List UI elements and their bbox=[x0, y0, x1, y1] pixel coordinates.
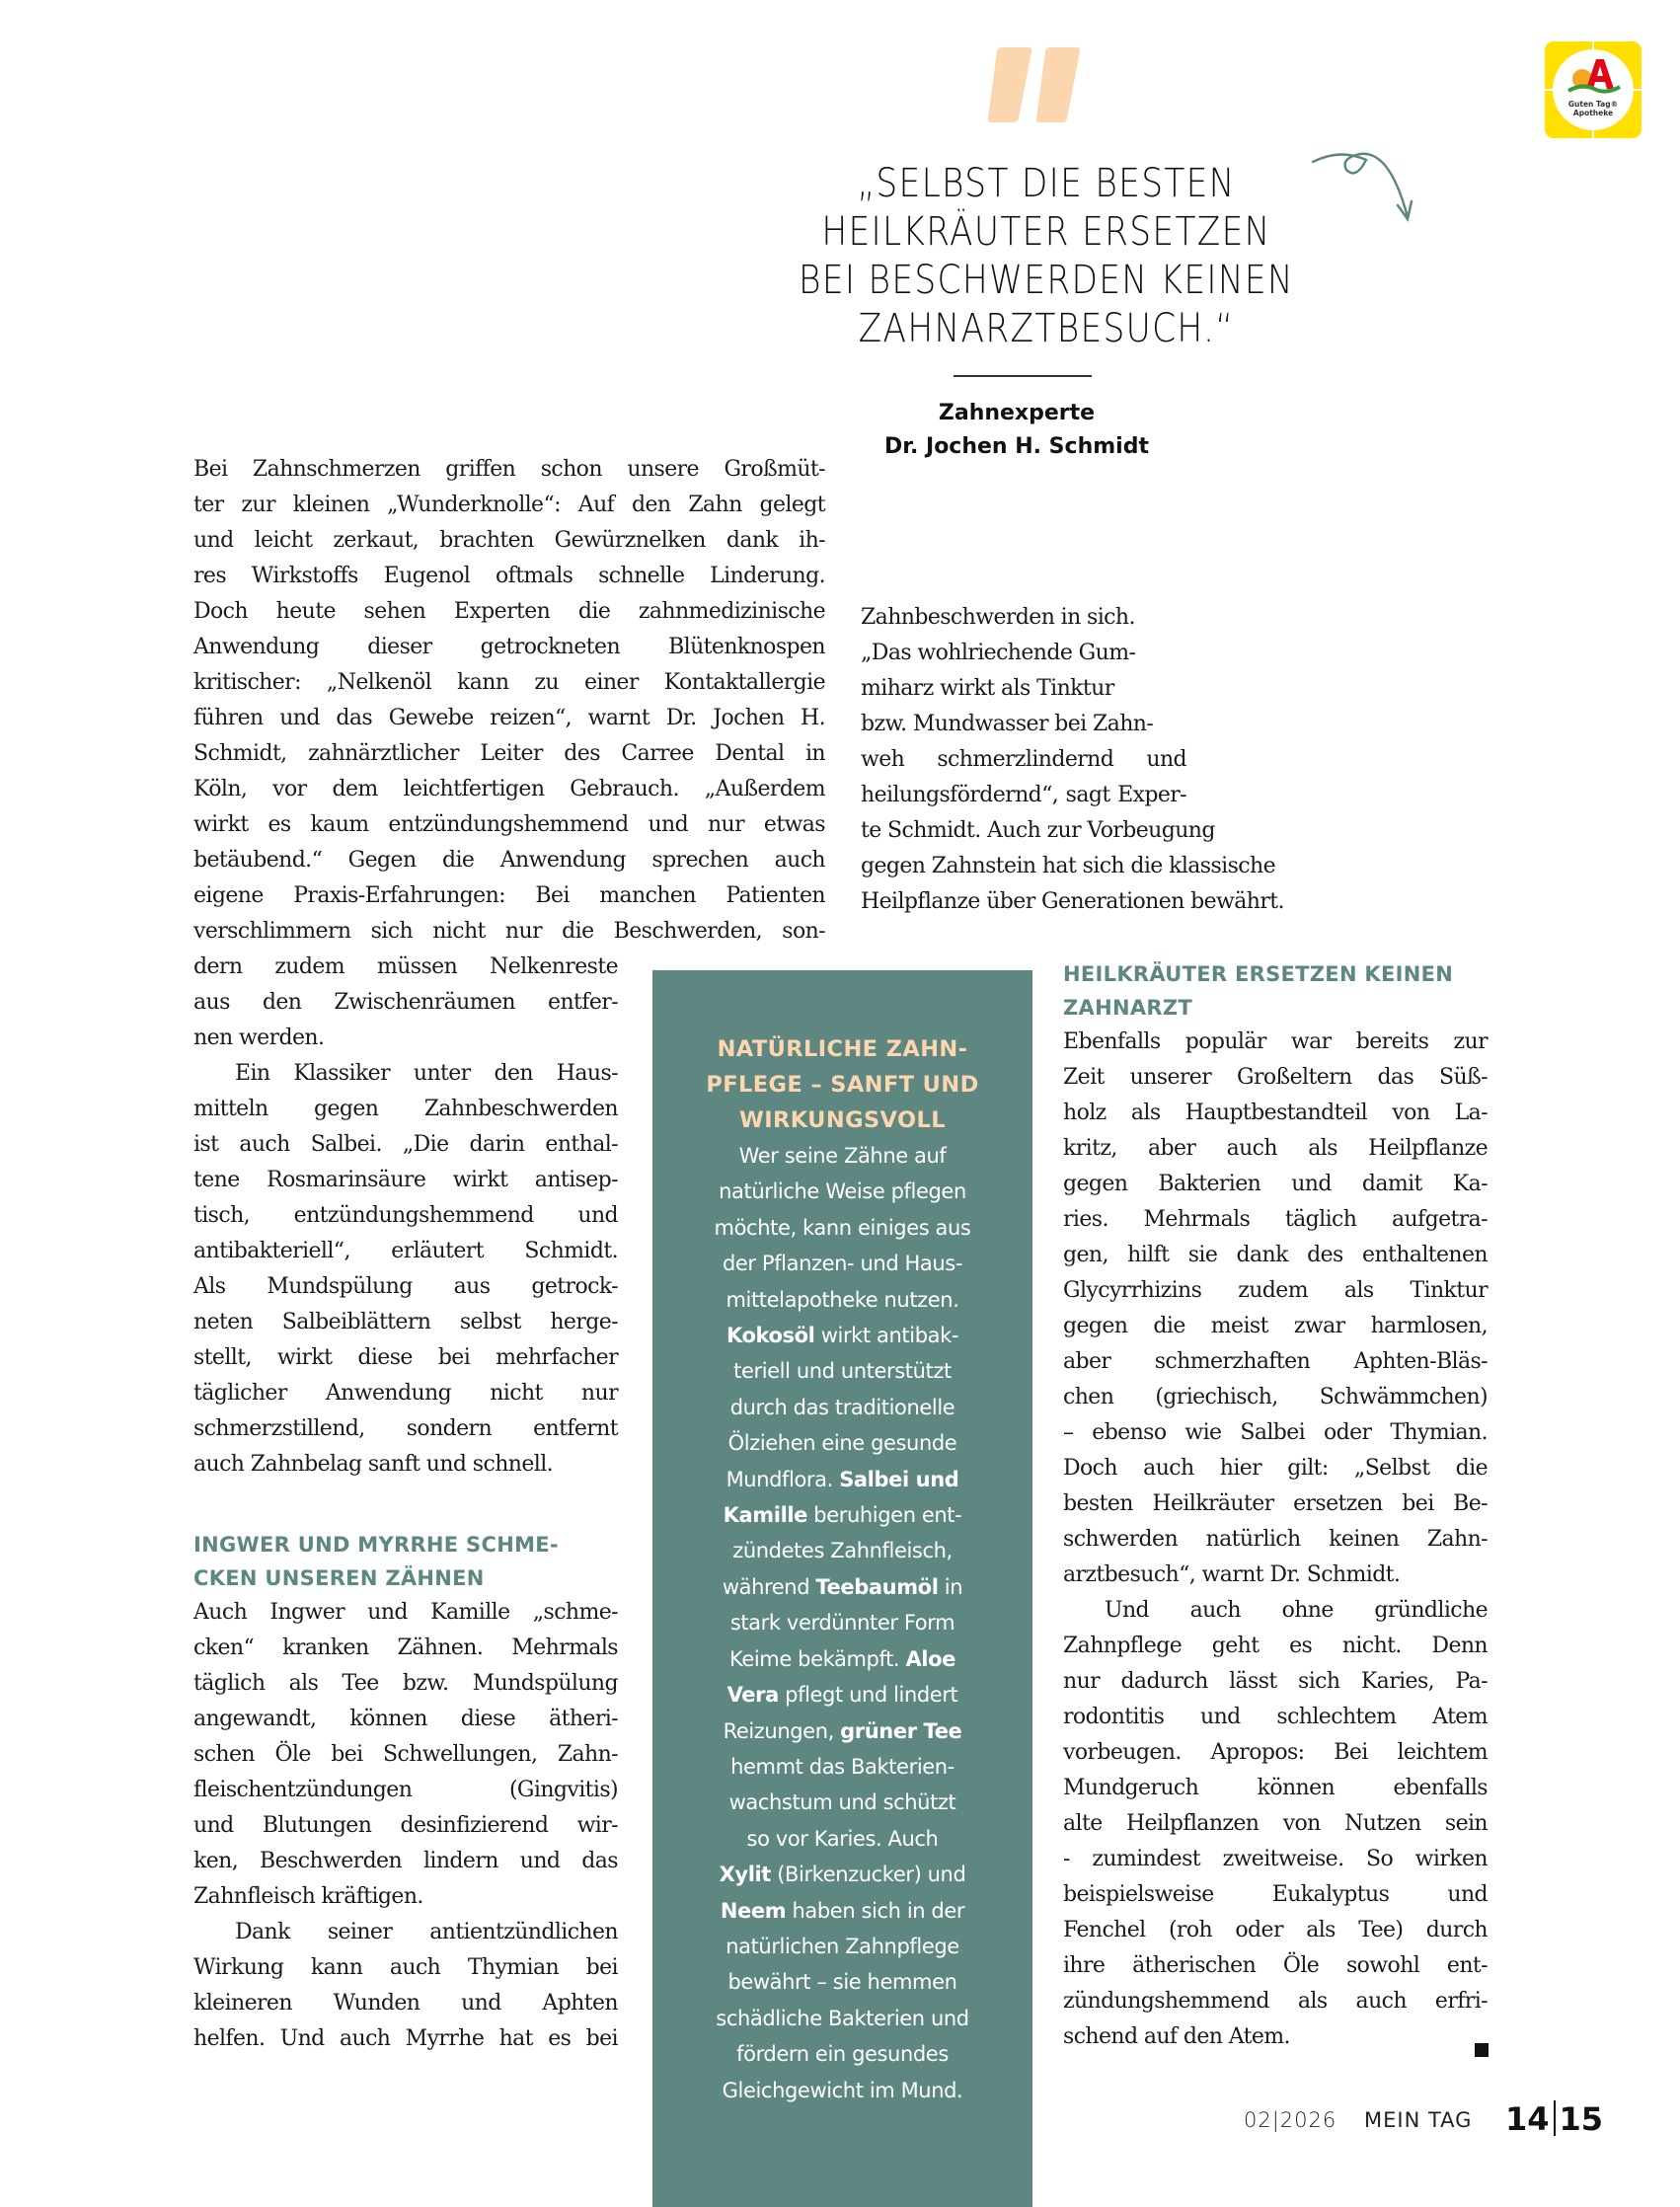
article-line: Auch Ingwer und Kamille „schme- bbox=[193, 1600, 618, 1625]
quote-mark-icon bbox=[987, 45, 1115, 124]
article-line: und Blutungen desinfizierend wir- bbox=[193, 1813, 618, 1838]
info-box-title-line: PFLEGE – SANFT UND bbox=[706, 1072, 979, 1098]
pull-quote-attribution bbox=[869, 397, 1165, 464]
article-line: schend auf den Atem. bbox=[1063, 2024, 1290, 2049]
article-line: Glycyrrhizins zudem als Tinktur bbox=[1063, 1278, 1488, 1303]
article-line: cken“ kranken Zähnen. Mehrmals bbox=[193, 1636, 618, 1660]
article-line: Doch auch hier gilt: „Selbst die bbox=[1063, 1456, 1488, 1481]
info-box-line bbox=[652, 1749, 1032, 1785]
section-heilkraeuter bbox=[1063, 957, 1488, 2055]
article-line: aber schmerzhaften Aphten-Bläs- bbox=[1063, 1349, 1488, 1374]
article-line: Fenchel (roh oder als Tee) durch bbox=[1063, 1918, 1488, 1942]
info-box-text-segment: Wer seine Zähne auf bbox=[738, 1144, 947, 1168]
article-line: bzw. Mundwasser bei Zahn- bbox=[861, 712, 1154, 736]
info-box-text-segment: natürliche Weise pflegen bbox=[719, 1180, 966, 1204]
article-intro bbox=[193, 452, 825, 950]
article-line: ist auch Salbei. „Die darin enthal- bbox=[193, 1132, 618, 1157]
article-line: Zahnbeschwerden in sich. bbox=[861, 605, 1135, 630]
logo-brand-text bbox=[1553, 101, 1634, 117]
article-line: zündungshemmend als auch erfri- bbox=[1063, 1989, 1488, 2014]
section-heading bbox=[193, 1528, 618, 1595]
article-line: nur dadurch lässt sich Karies, Pa- bbox=[1063, 1669, 1488, 1694]
article-line: – ebenso wie Salbei oder Thymian. bbox=[1063, 1420, 1488, 1445]
info-box-natural-dental-care bbox=[652, 970, 1032, 2207]
section-ingwer-myrrhe bbox=[193, 1528, 618, 2057]
article-line: auch Zahnbelag sanft und schnell. bbox=[193, 1452, 554, 1477]
info-box-text-segment: schädliche Bakterien und bbox=[716, 2006, 969, 2030]
info-box-text-segment: Keime bekämpft. bbox=[729, 1646, 906, 1671]
article-line: Und auch ohne gründliche bbox=[1105, 1598, 1488, 1623]
article-line: vorbeugen. Apropos: Bei leichtem bbox=[1063, 1740, 1488, 1765]
info-box-text-segment: bewährt – sie hemmen bbox=[727, 1970, 957, 1995]
info-box-text-segment: während bbox=[722, 1574, 816, 1599]
issue-number: 02|2026 bbox=[1244, 2108, 1337, 2132]
article-line: tene Rosmarinsäure wirkt antisep- bbox=[193, 1168, 618, 1192]
pull-quote-line: „SELBST DIE BESTEN bbox=[857, 161, 1236, 206]
article-line: chen (griechisch, Schwämmchen) bbox=[1063, 1385, 1488, 1409]
highlighted-remedy: Salbei und bbox=[839, 1467, 959, 1491]
article-line: te Schmidt. Auch zur Vorbeugung bbox=[861, 818, 1215, 843]
info-box-line bbox=[652, 1425, 1032, 1461]
article-line: Bei Zahnschmerzen griffen schon unsere Großmüt- bbox=[193, 457, 825, 482]
guten-tag-apotheke-logo bbox=[1545, 41, 1642, 138]
info-box-line bbox=[652, 1138, 1032, 1174]
article-line: alte Heilpflanzen von Nutzen sein bbox=[1063, 1811, 1488, 1836]
info-box-text-segment: Gleichgewicht im Mund. bbox=[722, 2078, 963, 2102]
info-box-text-segment: Mundflora. bbox=[725, 1467, 840, 1491]
article-line: Ebenfalls populär war bereits zur bbox=[1063, 1029, 1488, 1054]
highlighted-remedy: Kokosöl bbox=[725, 1324, 815, 1348]
article-line: helfen. Und auch Myrrhe hat es bei bbox=[193, 2026, 618, 2051]
article-line: wirkt es kaum entzündungshemmend und nur etwas bbox=[193, 812, 825, 837]
info-box-text-segment: möchte, kann einiges aus bbox=[714, 1215, 971, 1240]
info-box-line bbox=[652, 1246, 1032, 1281]
info-box-line bbox=[652, 2001, 1032, 2036]
article-line: Doch heute sehen Experten die zahnmedizinische bbox=[193, 599, 825, 624]
info-box-line bbox=[652, 1282, 1032, 1318]
article-line: gegen Zahnstein hat sich die klassische bbox=[861, 854, 1276, 878]
pull-quote-line: ZAHNARZTBESUCH.“ bbox=[858, 306, 1235, 351]
info-box-text bbox=[652, 1138, 1032, 2108]
info-box-text-segment: pflegt und lindert bbox=[778, 1683, 958, 1708]
info-box-text-segment: zündetes Zahnfleisch, bbox=[732, 1539, 953, 1563]
info-box-line bbox=[652, 1641, 1032, 1677]
info-box-line bbox=[652, 1497, 1032, 1533]
info-box-line bbox=[652, 1893, 1032, 1929]
article-line: heilungsfördernd“, sagt Exper- bbox=[861, 783, 1186, 807]
page-right: 15 bbox=[1559, 2100, 1604, 2138]
info-box-line bbox=[652, 1857, 1032, 1892]
article-line: weh schmerzlindernd und bbox=[861, 747, 1186, 772]
info-box-text-segment: fördern ein gesundes bbox=[736, 2042, 949, 2067]
info-box-line bbox=[652, 1821, 1032, 1857]
article-line: miharz wirkt als Tinktur bbox=[861, 676, 1114, 701]
article-line: und leicht zerkaut, brachten Gewürznelken dank ih- bbox=[193, 528, 825, 553]
info-box-text-segment: teriell und unterstützt bbox=[733, 1359, 952, 1384]
article-line: res Wirkstoffs Eugenol oftmals schnelle Linderung. bbox=[193, 564, 825, 588]
pull-quote-line: BEI BESCHWERDEN KEINEN bbox=[799, 258, 1294, 303]
magazine-name: MEIN TAG bbox=[1364, 2108, 1473, 2132]
info-box-line bbox=[652, 1929, 1032, 1964]
logo-brand-line: Guten Tag® bbox=[1567, 100, 1619, 109]
article-line: verschlimmern sich nicht nur die Beschwerden, son- bbox=[193, 919, 825, 944]
info-box-line bbox=[652, 2073, 1032, 2108]
article-line: Mundgeruch können ebenfalls bbox=[1063, 1776, 1488, 1800]
article-line: eigene Praxis-Erfahrungen: Bei manchen Patienten bbox=[193, 883, 825, 908]
pull-quote-divider bbox=[954, 375, 1092, 377]
highlighted-remedy: Aloe bbox=[905, 1646, 955, 1671]
info-box-title bbox=[652, 1031, 1032, 1138]
highlighted-remedy: grüner Tee bbox=[840, 1718, 962, 1743]
highlighted-remedy: Vera bbox=[726, 1683, 779, 1708]
article-line: ihre ätherischen Öle sowohl ent- bbox=[1063, 1953, 1488, 1978]
attribution-name: Dr. Jochen H. Schmidt bbox=[884, 434, 1149, 459]
info-box-text-segment: in bbox=[938, 1574, 963, 1599]
info-box-text-segment: durch das traditionelle bbox=[729, 1395, 955, 1419]
article-column-middle bbox=[861, 600, 1352, 920]
article-line: kritischer: „Nelkenöl kann zu einer Kontaktallergie bbox=[193, 670, 825, 695]
article-line: gegen die meist zwar harmlosen, bbox=[1063, 1314, 1488, 1338]
article-line: schmerzstillend, sondern entfernt bbox=[193, 1416, 618, 1441]
info-box-title-line: NATÜRLICHE ZAHN- bbox=[717, 1036, 968, 1062]
page-left: 14 bbox=[1505, 2100, 1550, 2138]
section-heading-line: INGWER UND MYRRHE SCHME- bbox=[193, 1533, 559, 1557]
section-heading-line: CKEN UNSEREN ZÄHNEN bbox=[193, 1566, 485, 1590]
info-box-line bbox=[652, 1318, 1032, 1353]
info-box-text-segment: beruhigen ent- bbox=[807, 1503, 962, 1528]
article-line: „Das wohlriechende Gum- bbox=[861, 641, 1136, 665]
article-line: aus den Zwischenräumen entfer- bbox=[193, 990, 618, 1015]
article-line: tisch, entzündungshemmend und bbox=[193, 1203, 618, 1228]
info-box-text-segment: Reizungen, bbox=[723, 1718, 841, 1743]
article-line: kritz, aber auch als Heilpflanze bbox=[1063, 1136, 1488, 1161]
article-line: Köln, vor dem leichtfertigen Gebrauch. „Außerdem bbox=[193, 777, 825, 801]
article-line: schwerden natürlich keinen Zahn- bbox=[1063, 1527, 1488, 1552]
article-line: besten Heilkräuter ersetzen bei Be- bbox=[1063, 1491, 1488, 1516]
article-column-left bbox=[193, 950, 618, 1483]
info-box-line bbox=[652, 1174, 1032, 1209]
info-box-line bbox=[652, 1677, 1032, 1712]
info-box-text-segment: haben sich in der bbox=[786, 1898, 965, 1923]
section-heading-line: HEILKRÄUTER ERSETZEN KEINEN bbox=[1063, 962, 1454, 986]
article-line: schen Öle bei Schwellungen, Zahn- bbox=[193, 1742, 618, 1767]
attribution-role: Zahnexperte bbox=[938, 401, 1096, 425]
article-line: - zumindest zweitweise. So wirken bbox=[1063, 1847, 1488, 1871]
article-line: kleineren Wunden und Aphten bbox=[193, 1991, 618, 2016]
info-box-text-segment: wachstum und schützt bbox=[728, 1790, 956, 1815]
info-box-line bbox=[652, 1533, 1032, 1568]
article-line: betäubend.“ Gegen die Anwendung sprechen auch bbox=[193, 848, 825, 873]
article-line: Ein Klassiker unter den Haus- bbox=[235, 1061, 618, 1086]
info-box-text-segment: hemmt das Bakterien- bbox=[730, 1754, 955, 1779]
article-line: beispielsweise Eukalyptus und bbox=[1063, 1882, 1488, 1907]
article-line: Zahnfleisch kräftigen. bbox=[193, 1884, 423, 1909]
highlighted-remedy: Neem bbox=[720, 1898, 787, 1923]
article-line: Heilpflanze über Generationen bewährt. bbox=[861, 889, 1284, 914]
logo-brand-line: Apotheke bbox=[1572, 108, 1614, 117]
section-heading bbox=[1063, 957, 1488, 1025]
article-line: holz als Hauptbestandteil von La- bbox=[1063, 1101, 1488, 1125]
article-line: fleischentzündungen (Gingvitis) bbox=[193, 1778, 618, 1802]
article-line: Anwendung dieser getrockneten Blütenknospen bbox=[193, 635, 825, 659]
highlighted-remedy: Teebaumöl bbox=[815, 1574, 939, 1599]
section-heading-line: ZAHNARZT bbox=[1063, 996, 1193, 1020]
info-box-line bbox=[652, 1569, 1032, 1605]
info-box-text-segment: stark verdünnter Form bbox=[729, 1611, 955, 1636]
pull-quote-line: HEILKRÄUTER ERSETZEN bbox=[821, 209, 1271, 255]
article-line: nen werden. bbox=[193, 1026, 325, 1050]
article-line: Als Mundspülung aus getrock- bbox=[193, 1274, 618, 1299]
article-line: ter zur kleinen „Wunderknolle“: Auf den Zahn gelegt bbox=[193, 493, 825, 517]
article-line: stellt, wirkt diese bei mehrfacher bbox=[193, 1345, 618, 1370]
article-line: gen, hilft sie dank des enthaltenen bbox=[1063, 1243, 1488, 1267]
article-line: arztbesuch“, warnt Dr. Schmidt. bbox=[1063, 1562, 1401, 1587]
info-box-text-segment: Ölziehen eine gesunde bbox=[727, 1431, 957, 1456]
highlighted-remedy: Xylit bbox=[719, 1863, 771, 1887]
info-box-text-segment: der Pflanzen- und Haus- bbox=[722, 1252, 963, 1276]
info-box-text-segment: natürlichen Zahnpflege bbox=[725, 1934, 959, 1958]
logo-sun-a-icon bbox=[1553, 49, 1634, 105]
highlighted-remedy: Kamille bbox=[723, 1503, 808, 1528]
page-numbers bbox=[1505, 2100, 1603, 2138]
curly-arrow-icon bbox=[1311, 148, 1419, 227]
article-line: rodontitis und schlechtem Atem bbox=[1063, 1705, 1488, 1729]
info-box-text-segment: (Birkenzucker) und bbox=[770, 1863, 966, 1887]
article-line: Zeit unserer Großeltern das Süß- bbox=[1063, 1065, 1488, 1090]
article-line: täglicher Anwendung nicht nur bbox=[193, 1381, 618, 1406]
article-line: gegen Bakterien und damit Ka- bbox=[1063, 1172, 1488, 1196]
article-line: täglich als Tee bzw. Mundspülung bbox=[193, 1671, 618, 1696]
article-line: antibakteriell“, erläutert Schmidt. bbox=[193, 1239, 618, 1263]
article-line: Dank seiner antientzündlichen bbox=[235, 1920, 618, 1944]
article-line: ken, Beschwerden lindern und das bbox=[193, 1849, 618, 1873]
info-box-title-line: WIRKUNGSVOLL bbox=[739, 1107, 946, 1133]
end-of-article-mark bbox=[1475, 2043, 1489, 2057]
info-box-line bbox=[652, 1390, 1032, 1425]
info-box-text-segment: mittelapotheke nutzen. bbox=[725, 1287, 959, 1312]
page-footer bbox=[1165, 2102, 1629, 2142]
article-line: neten Salbeiblättern selbst herge- bbox=[193, 1310, 618, 1334]
info-box-line bbox=[652, 1713, 1032, 1749]
info-box-line bbox=[652, 1462, 1032, 1497]
article-line: mitteln gegen Zahnbeschwerden bbox=[193, 1097, 618, 1121]
article-line: angewandt, können diese ätheri- bbox=[193, 1707, 618, 1731]
article-line: führen und das Gewebe reizen“, warnt Dr. Jochen H. bbox=[193, 706, 825, 730]
info-box-text-segment: wirkt antibak- bbox=[814, 1324, 959, 1348]
article-line: Zahnpflege geht es nicht. Denn bbox=[1063, 1634, 1488, 1658]
article-line: dern zudem müssen Nelkenreste bbox=[193, 954, 618, 979]
info-box-text-segment: so vor Karies. Auch bbox=[746, 1826, 939, 1851]
pull-quote bbox=[775, 160, 1318, 353]
info-box-line bbox=[652, 1785, 1032, 1820]
info-box-line bbox=[652, 1605, 1032, 1640]
page-separator bbox=[1554, 2100, 1556, 2136]
info-box-line bbox=[652, 2036, 1032, 2072]
article-line: ries. Mehrmals täglich aufgetra- bbox=[1063, 1207, 1488, 1232]
info-box-line bbox=[652, 1210, 1032, 1246]
article-line: Schmidt, zahnärztlicher Leiter des Carree Dental in bbox=[193, 741, 825, 766]
article-line: Wirkung kann auch Thymian bei bbox=[193, 1955, 618, 1980]
info-box-line bbox=[652, 1353, 1032, 1389]
info-box-line bbox=[652, 1964, 1032, 2000]
